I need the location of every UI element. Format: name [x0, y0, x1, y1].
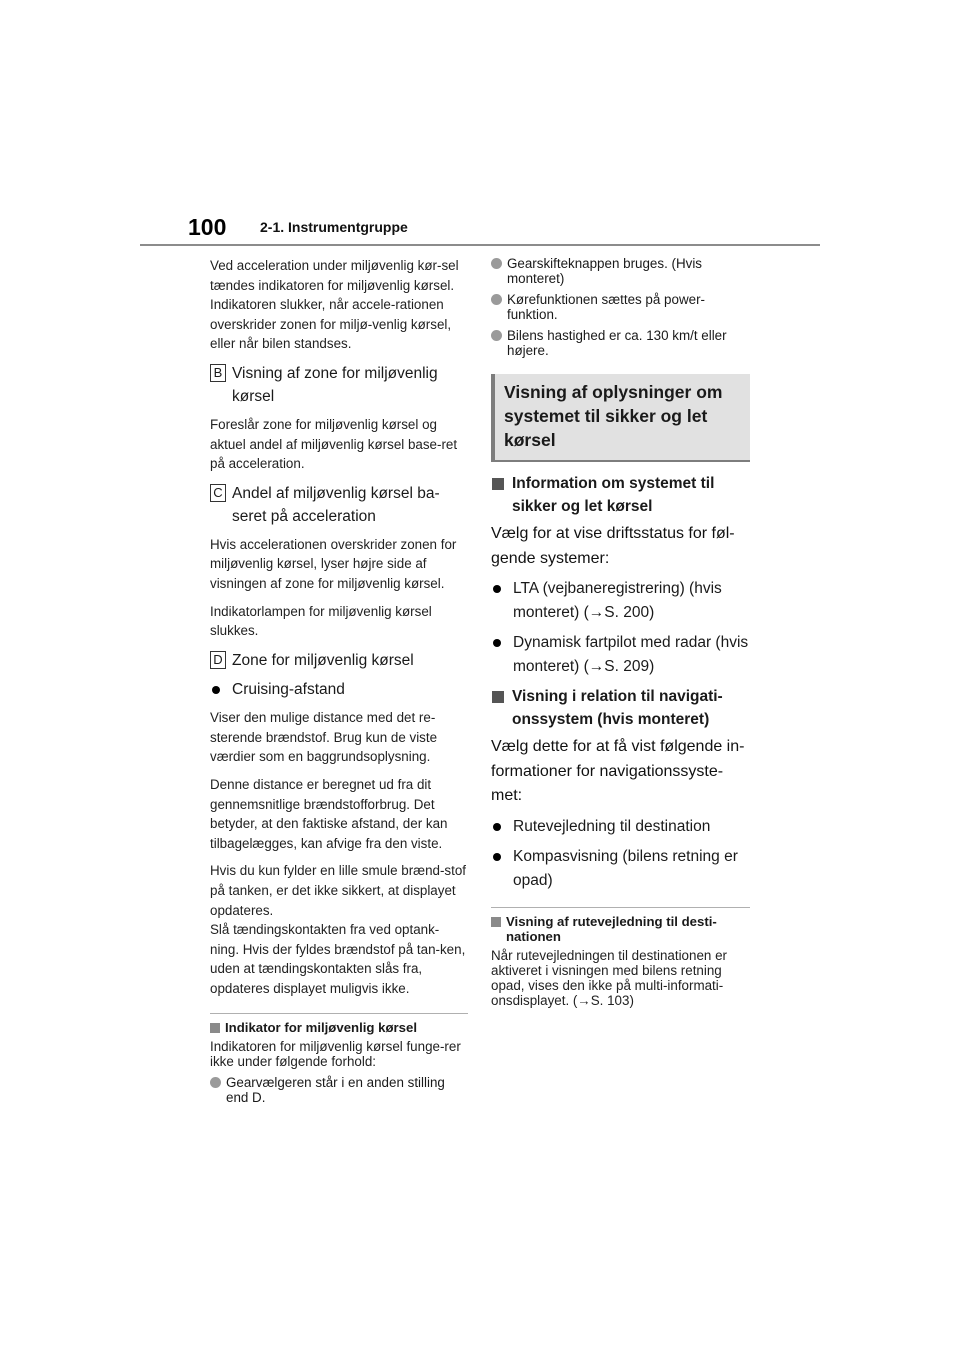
indicator-heading-text: Indikator for miljøvenlig kørsel: [225, 1019, 417, 1035]
sec2-item-text: Rutevejledning til destination: [513, 817, 711, 835]
header-divider: [140, 244, 820, 246]
indicator-body: Indikatoren for miljøvenlig kørsel funge-rer ikke under følgende forhold:: [210, 1038, 461, 1069]
left-column: [210, 256, 468, 1111]
condition-text: Bilens hastighed er ca. 130 km/t eller højere.: [507, 328, 727, 358]
sub-heading: [491, 914, 750, 944]
item-c-body: [210, 535, 468, 641]
section-box-title: Visning af oplysninger om systemet til sikker og let kørsel: [504, 382, 723, 450]
section-divider: [491, 907, 750, 908]
list-item: [491, 845, 750, 893]
bullet-icon: [493, 639, 501, 647]
item-c-title: Andel af miljøvenlig kørsel ba-seret på acceleration: [232, 484, 440, 526]
letter-d-badge: D: [210, 651, 226, 669]
item-d-title: Zone for miljøvenlig kørsel: [232, 651, 414, 669]
cruising-heading: [210, 678, 468, 702]
bullet-icon: [493, 585, 501, 593]
item-b-body: [210, 415, 468, 474]
letter-c-badge: C: [210, 484, 226, 502]
list-item: [491, 292, 750, 322]
list-item: [491, 631, 750, 679]
page-header: [140, 212, 820, 246]
sec1-item-text: LTA (vejbaneregistrering) (hvis monteret) (→S. 200): [513, 580, 722, 621]
cruising-p1: Viser den mulige distance med det re-sterende brændstof. Brug kun de viste værdier som en baggrundsoplysning.: [210, 710, 438, 765]
item-b-heading: [210, 362, 468, 409]
bullet-icon: [212, 686, 220, 694]
list-item: [491, 256, 750, 286]
square-bullet-icon: [491, 917, 501, 927]
square-bullet-icon: [492, 691, 504, 703]
sec2-text: Vælg dette for at få vist følgende in-formationer for navigationssyste-met:: [491, 738, 745, 804]
cruising-p3b: Slå tændingskontakten fra ved optank-ning. Hvis der fyldes brændstof på tan-ken, uden at tændingskontakten slås fra, opdateres displayet muligvis ikke.: [210, 922, 466, 996]
square-bullet-icon: [492, 478, 504, 490]
sec2-item-text: Kompasvisning (bilens retning er opad): [513, 847, 738, 889]
condition-text: Kørefunktionen sættes på power-funktion.: [507, 292, 705, 322]
sec2-heading: [491, 685, 750, 731]
grey-bullet-icon: [491, 330, 502, 341]
item-c-desc1: Hvis accelerationen overskrider zonen for miljøvenlig kørsel, lyser højre side af visningen af zone for miljøvenlig kørsel.: [210, 536, 457, 591]
sub-heading-text: Visning af rutevejledning til desti-nationen: [506, 913, 717, 944]
list-item: [491, 577, 750, 625]
item-b-title: Visning af zone for miljøvenlig kørsel: [232, 364, 438, 406]
indicator-heading: [210, 1020, 468, 1035]
bullet-icon: [493, 853, 501, 861]
cruising-title: Cruising-afstand: [232, 681, 345, 699]
sec1-text: Vælg for at vise driftsstatus for føl-gende systemer:: [491, 525, 735, 567]
sub-body: Når rutevejledningen til destinationen er aktiveret i visningen med bilens retning opad, vises den ikke på multi-informati-onsdisplayet. (→S. 103): [491, 947, 727, 1008]
item-b-desc: Foreslår zone for miljøvenlig kørsel og aktuel andel af miljøvenlig kørsel base-ret på acceleration.: [210, 416, 458, 472]
intro-paragraph: [210, 256, 468, 354]
item-c-desc2: Indikatorlampen for miljøvenlig kørsel slukkes.: [210, 603, 432, 639]
list-item: [491, 328, 750, 358]
sec1-heading-text: Information om systemet til sikker og let kørsel: [512, 475, 715, 515]
condition-text: Gearvælgeren står i en anden stilling end D.: [226, 1074, 445, 1105]
section-title: 2-1. Instrumentgruppe: [260, 219, 408, 235]
cruising-body: [210, 708, 468, 998]
grey-bullet-icon: [491, 294, 502, 305]
section-title-box: [491, 374, 750, 462]
bullet-icon: [493, 823, 501, 831]
letter-b-badge: B: [210, 364, 226, 382]
sec1-heading: [491, 472, 750, 518]
cruising-p2: Denne distance er beregnet ud fra dit gennemsnitlige brændstofforbrug. Det betyder, at den faktiske afstand, der kan tilbagelægges, kan afvige fra den viste.: [210, 777, 448, 851]
section-divider: [210, 1013, 468, 1014]
sec1-item-text: Dynamisk fartpilot med radar (hvis monteret) (→S. 209): [513, 634, 749, 675]
item-d-heading: [210, 649, 468, 673]
grey-bullet-icon: [491, 258, 502, 269]
list-item: [210, 1075, 468, 1105]
item-c-heading: [210, 482, 468, 529]
list-item: [491, 815, 750, 839]
sec2-heading-text: Visning i relation til navigati-onssystem (hvis monteret): [512, 688, 723, 728]
intro-text: Ved acceleration under miljøvenlig kør-sel tændes indikatoren for miljøvenlig kørsel. Indikatoren slukker, når accele-rationen overskrider zonen for miljø-venlig kørsel, eller når bilen standses.: [210, 258, 459, 352]
condition-text: Gearskifteknappen bruges. (Hvis monteret): [507, 256, 703, 286]
square-bullet-icon: [210, 1023, 220, 1033]
grey-bullet-icon: [210, 1077, 221, 1088]
right-column: [491, 256, 750, 1014]
page-number: 100: [188, 214, 227, 240]
cruising-p3a: Hvis du kun fylder en lille smule brænd-stof på tanken, er det ikke sikkert, at displayet opdateres.: [210, 863, 467, 918]
